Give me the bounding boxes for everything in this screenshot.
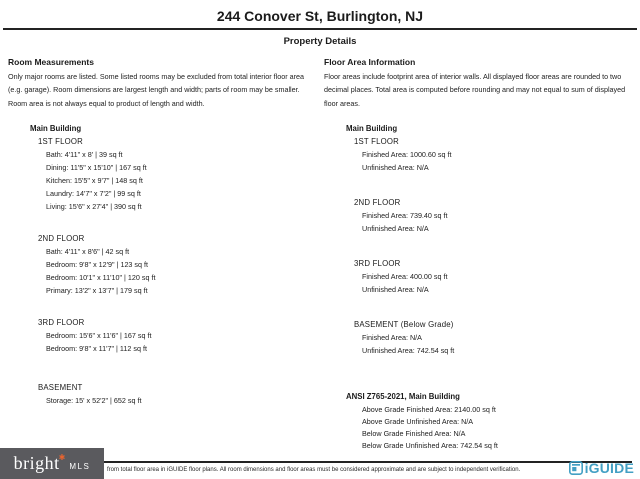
ansi-heading: ANSI Z765-2021, Main Building (346, 392, 460, 402)
room-measurement-line: Bath: 4'11" x 8'6" | 42 sq ft (46, 247, 130, 257)
iguide-logo (569, 460, 634, 476)
floor-heading: 2ND FLOOR (38, 234, 85, 244)
floor-area-line: Unfinished Area: N/A (362, 224, 429, 234)
floor-area-line: Finished Area: N/A (362, 333, 422, 343)
iguide-camera-icon (569, 461, 583, 475)
floor-group (38, 135, 324, 213)
page-title: 244 Conover St, Burlington, NJ (216, 8, 424, 24)
floor-heading: 2ND FLOOR (354, 198, 401, 208)
floor-heading: 3RD FLOOR (38, 318, 85, 328)
floor-area-line: Finished Area: 1000.60 sq ft (362, 150, 452, 160)
floor-area-line: Unfinished Area: N/A (362, 285, 429, 295)
room-measurement-line: Storage: 15' x 52'2" | 652 sq ft (46, 396, 142, 406)
room-measurement-line: Laundry: 14'7" x 7'2" | 99 sq ft (46, 189, 141, 199)
room-measurement-line: Living: 15'6" x 27'4" | 390 sq ft (46, 202, 142, 212)
floor-group (38, 316, 324, 355)
room-measurements-heading: Room Measurements (8, 57, 94, 67)
bright-logo-star-icon: ✱ (58, 453, 66, 462)
room-measurement-line: Primary: 13'2" x 13'7" | 179 sq ft (46, 286, 148, 296)
page-subtitle: Property Details (283, 36, 357, 47)
floor-area-section (324, 57, 632, 453)
content-columns (0, 57, 640, 453)
floor-heading: 1ST FLOOR (354, 137, 399, 147)
room-measurement-line: Bedroom: 15'6" x 11'6" | 167 sq ft (46, 331, 152, 341)
floor-area-line: Finished Area: 739.40 sq ft (362, 211, 448, 221)
floor-area-description: Floor areas include footprint area of interior walls. All displayed floor areas are rounded to two decimal places. Total area is computed before rounding and may not equal to sum of displayed floor areas. (324, 72, 626, 108)
ansi-area-line: Above Grade Unfinished Area: N/A (362, 416, 474, 426)
floor-area-line: Finished Area: 400.00 sq ft (362, 272, 448, 282)
iguide-logo-text: iGUIDE (584, 460, 634, 476)
floor-area-line: Unfinished Area: 742.54 sq ft (362, 346, 455, 356)
building-name: Main Building (346, 124, 398, 134)
bright-logo-mls: MLS (69, 461, 91, 471)
bright-mls-logo (0, 448, 104, 479)
floor-group (38, 232, 324, 297)
room-measurement-line: Bedroom: 9'8" x 11'7" | 112 sq ft (46, 344, 147, 354)
room-measurements-description: Only major rooms are listed. Some listed rooms may be excluded from total interior floor area (e.g. garage). Room dimensions are largest length and width; parts of room may be smaller. Room area is not always equal to product of length and width. (8, 72, 305, 108)
floor-group (354, 257, 632, 296)
ansi-area-line: Above Grade Finished Area: 2140.00 sq ft (362, 404, 496, 414)
ansi-area-line: Below Grade Finished Area: N/A (362, 429, 466, 439)
room-measurement-line: Dining: 11'5" x 15'10" | 167 sq ft (46, 163, 147, 173)
ansi-summary (346, 391, 632, 452)
ansi-area-line: Below Grade Unfinished Area: 742.54 sq ft (362, 441, 498, 451)
floor-group (354, 196, 632, 235)
bright-logo-word: bright (13, 453, 60, 473)
room-measurement-line: Kitchen: 15'5" x 9'7" | 148 sq ft (46, 176, 143, 186)
floor-group (354, 135, 632, 174)
floor-area-heading: Floor Area Information (324, 57, 416, 67)
room-measurement-line: Bath: 4'11" x 8' | 39 sq ft (46, 150, 123, 160)
floor-heading: BASEMENT (Below Grade) (354, 320, 454, 330)
floor-group (354, 318, 632, 357)
room-measurement-line: Bedroom: 9'8" x 12'9" | 123 sq ft (46, 260, 149, 270)
room-measurements-section (8, 57, 324, 453)
floor-heading: 3RD FLOOR (354, 259, 401, 269)
floor-group (38, 381, 324, 407)
room-measurement-line: Bedroom: 10'1" x 11'10" | 120 sq ft (46, 273, 156, 283)
floor-heading: BASEMENT (38, 383, 83, 393)
room-measurements-floors (38, 135, 324, 407)
title-divider (3, 28, 637, 30)
floor-area-floors (354, 135, 632, 357)
ansi-lines (362, 404, 632, 453)
floor-heading: 1ST FLOOR (38, 137, 83, 147)
building-name: Main Building (30, 124, 82, 134)
floor-area-line: Unfinished Area: N/A (362, 163, 429, 173)
footer-disclaimer: from total floor area in iGUIDE floor plans. All room dimensions and floor areas must be considered approximate and are subject to independent verification. (107, 467, 521, 473)
